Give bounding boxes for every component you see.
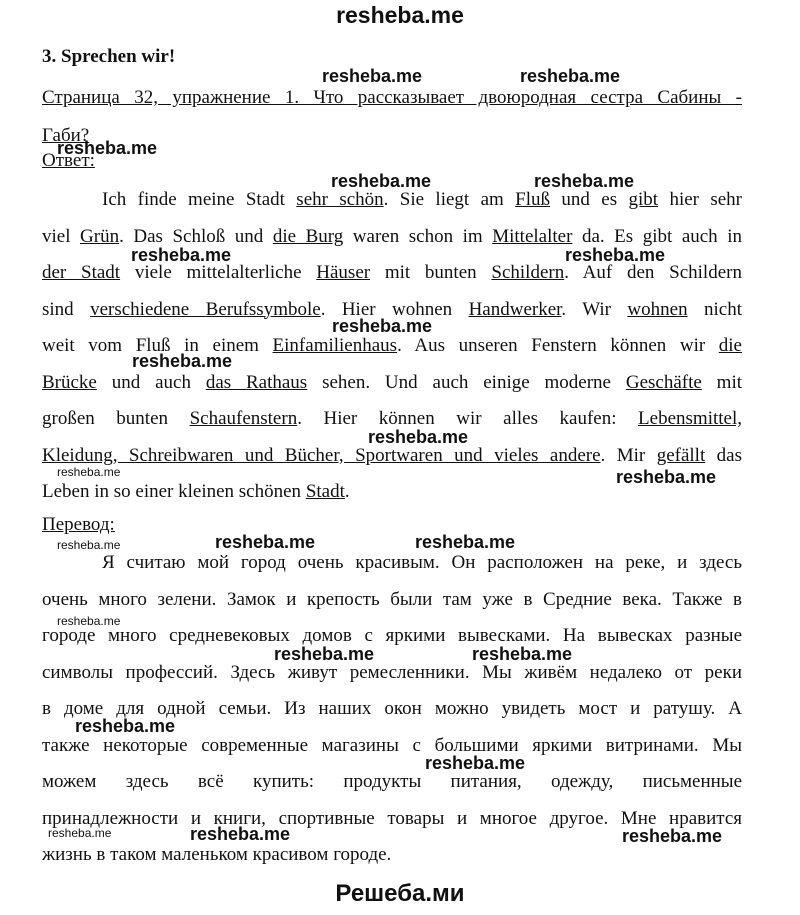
german-line: großen bunten Schaufenstern. Hier können wir alles kaufen: Lebensmittel, [42,408,742,429]
german-line: Brücke und auch das Rathaus sehen. Und auch einige moderne Geschäfte mit [42,371,743,393]
russian-line: в доме для одной семьи. Из наших окон можно увидеть мост и ратушу. А [42,698,742,719]
russian-line: принадлежности и книги, спортивные товары и многое другое. Мне нравится [42,807,742,829]
watermark: resheba.me [520,66,621,86]
underlined-phrase: Häuser [316,262,371,283]
underlined-phrase: Grün [80,225,120,247]
watermark: resheba.me [132,351,233,371]
task-line-1: Страница 32, упражнение 1. Что рассказывает двоюродная сестра Сабины - [42,87,742,108]
watermark: resheba.me [616,467,717,487]
russian-line: также некоторые современные магазины с большими яркими витринами. Мы [42,734,742,756]
german-line: der Stadt viele mittelalterliche Häuser mit bunten Schildern. Auf den Schildern [42,262,742,283]
watermark: resheba.me [322,66,423,86]
german-line: weit vom Fluß in einem Einfamilienhaus. Aus unseren Fenstern können wir die [42,335,742,356]
underlined-phrase: Kleidung, Schreibwaren und Bücher, Sportwaren und vieles andere [42,444,601,466]
watermark: resheba.me [57,465,121,479]
site-footer: Решеба.ми [335,880,465,907]
underlined-phrase: Geschäfte [625,371,702,393]
watermark: resheba.me [415,532,516,552]
russian-translation-text [42,545,742,874]
russian-line: очень много зелени. Замок и крепость были там уже в Средние века. Также в [42,588,742,610]
german-line: Leben in so einer kleinen schönen Stadt. [42,481,350,502]
russian-line: городе много средневековых домов с яркими вывесками. На вывесках разные [42,625,742,646]
underlined-phrase: Einfamilienhaus [272,335,398,356]
underlined-phrase: die [718,335,742,356]
underlined-phrase: Mittelalter [492,225,573,247]
russian-line: жизнь в таком маленьком красивом городе. [42,844,392,865]
underlined-phrase: sehr schön [296,189,384,210]
translation-label: Перевод: [42,514,115,535]
russian-line: символы профессий. Здесь живут ремесленники. Мы живём недалеко от реки [42,661,742,683]
underlined-phrase: Schildern [491,262,565,283]
section-title: 3. Sprechen wir! [42,46,176,67]
german-line: sind verschiedene Berufssymbole. Hier wohnen Handwerker. Wir wohnen nicht [42,298,742,320]
underlined-phrase: Brücke [42,371,97,393]
underlined-phrase: Stadt [305,481,345,502]
watermark: resheba.me [57,538,121,552]
underlined-phrase: die Burg [272,225,344,247]
watermark: resheba.me [332,316,433,336]
watermark: resheba.me [425,753,526,773]
site-header: resheba.me [336,2,464,28]
watermark: resheba.me [57,138,158,158]
underlined-phrase: Handwerker [468,298,562,320]
german-line: Kleidung, Schreibwaren und Bücher, Sportwaren und vieles andere. Mir gefällt das [42,444,743,466]
russian-line: можем здесь всё купить: продукты питания, одежду, письменные [42,771,742,792]
watermark: resheba.me [190,824,291,844]
underlined-phrase: das Rathaus [205,371,308,393]
underlined-phrase: gibt [628,189,659,210]
watermark: resheba.me [57,614,121,628]
watermark: resheba.me [274,644,375,664]
watermark: resheba.me [75,716,176,736]
german-line: viel Grün. Das Schloß und die Burg waren schon im Mittelalter da. Es gibt auch in [42,225,743,247]
watermark: resheba.me [331,171,432,191]
watermark: resheba.me [131,245,232,265]
underlined-phrase: verschiedene Berufssymbole [90,298,321,320]
underlined-phrase: gefällt [656,444,706,466]
watermark: resheba.me [48,826,112,840]
watermark: resheba.me [622,826,723,846]
watermark: resheba.me [565,245,666,265]
answer-label: Ответ: [42,150,95,171]
underlined-phrase: Schaufenstern [189,408,298,429]
underlined-phrase: wohnen [627,298,688,320]
underlined-phrase: Fluß [515,189,551,210]
watermark: resheba.me [472,644,573,664]
german-line: Ich finde meine Stadt sehr schön. Sie liegt am Fluß und es gibt hier sehr [102,189,743,210]
task-line-2: Габи? [42,125,90,146]
underlined-phrase: der Stadt [42,262,121,283]
underlined-phrase: Lebensmittel, [638,408,742,429]
russian-line: Я считаю мой город очень красивым. Он расположен на реке, и здесь [102,552,742,573]
watermark: resheba.me [368,427,469,447]
watermark: resheba.me [215,532,316,552]
watermark: resheba.me [534,171,635,191]
german-answer-text [42,182,742,511]
